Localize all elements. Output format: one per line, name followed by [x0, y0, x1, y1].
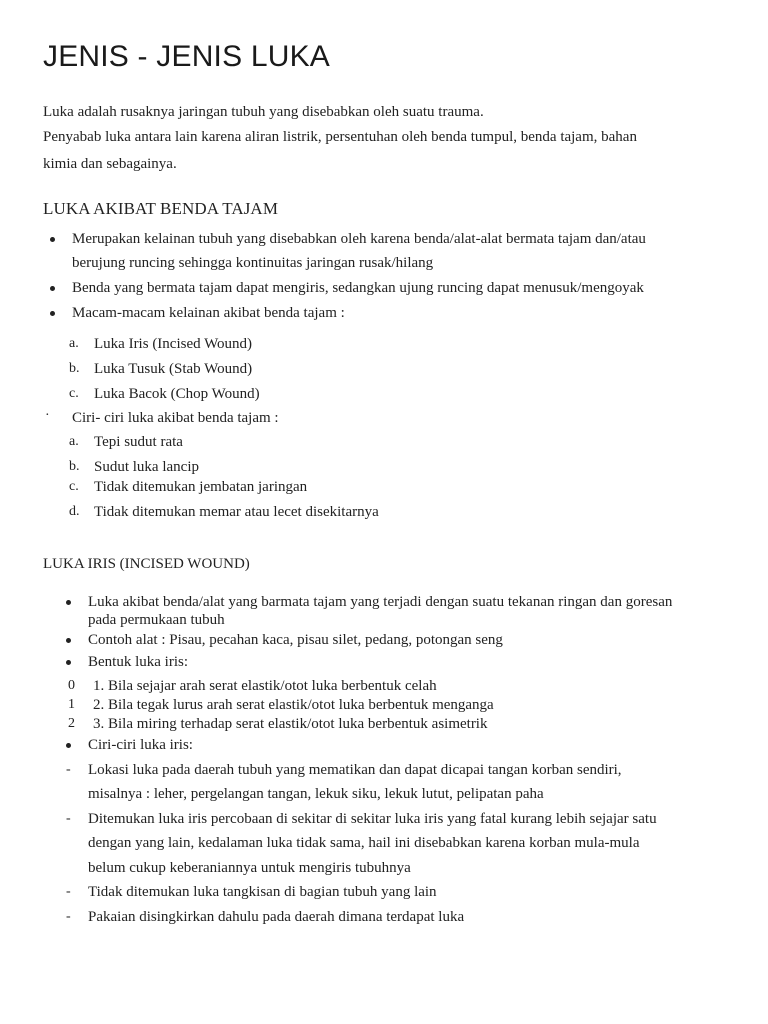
bullet-marker: [50, 286, 55, 291]
list-marker: -: [66, 811, 71, 826]
bullet-marker: [66, 743, 71, 748]
list-item: Tepi sudut rata: [94, 434, 183, 450]
bullet-marker: [50, 237, 55, 242]
bullet-text-continued: berujung runcing sehingga kontinuitas jaringan rusak/hilang: [72, 255, 434, 271]
list-item-continued: dengan yang lain, kedalaman luka tidak sama, hail ini disebabkan karena korban mula-mula: [88, 835, 640, 851]
intro-line-3: kimia dan sebagainya.: [43, 156, 177, 172]
list-item: Tidak ditemukan memar atau lecet disekitarnya: [94, 504, 379, 520]
bullet-marker: [66, 660, 71, 665]
list-item: Lokasi luka pada daerah tubuh yang mematikan dan dapat dicapai tangan korban sendiri,: [88, 762, 622, 778]
list-item: 1. Bila sejajar arah serat elastik/otot luka berbentuk celah: [93, 678, 437, 694]
list-item: 2. Bila tegak lurus arah serat elastik/otot luka berbentuk menganga: [93, 697, 494, 713]
bullet-text: Luka akibat benda/alat yang barmata tajam yang terjadi dengan suatu tekanan ringan dan goresan: [88, 594, 673, 610]
list-marker: c.: [69, 479, 79, 494]
list-item: Ditemukan luka iris percobaan di sekitar di sekitar luka iris yang fatal kurang lebih sejajar satu: [88, 811, 657, 827]
intro-line-2: Penyabab luka antara lain karena aliran listrik, persentuhan oleh benda tumpul, benda tajam, bahan: [43, 129, 637, 145]
list-marker: -: [66, 884, 71, 899]
list-item: Pakaian disingkirkan dahulu pada daerah dimana terdapat luka: [88, 909, 465, 925]
list-item: Luka Bacok (Chop Wound): [94, 386, 260, 402]
bullet-marker: [50, 311, 55, 316]
bullet-text: Benda yang bermata tajam dapat mengiris, sedangkan ujung runcing dapat menusuk/mengoyak: [72, 280, 644, 296]
list-marker: 1: [68, 697, 75, 712]
section-heading-benda-tajam: LUKA AKIBAT BENDA TAJAM: [43, 199, 279, 218]
ciri-label: Ciri-ciri luka iris:: [88, 737, 193, 753]
intro-line-1: Luka adalah rusaknya jaringan tubuh yang disebabkan oleh suatu trauma.: [43, 104, 484, 120]
bullet-marker: [66, 600, 71, 605]
list-marker: ·: [45, 408, 50, 423]
bullet-text: Macam-macam kelainan akibat benda tajam :: [72, 305, 345, 321]
bullet-text-continued: pada permukaan tubuh: [88, 612, 225, 628]
list-marker: a.: [69, 434, 79, 449]
bullet-marker: [66, 638, 71, 643]
list-marker: a.: [69, 336, 79, 351]
section-heading-luka-iris: LUKA IRIS (INCISED WOUND): [43, 556, 250, 572]
list-marker: -: [66, 909, 71, 924]
list-marker: 0: [68, 678, 75, 693]
page-title: JENIS - JENIS LUKA: [43, 40, 331, 73]
bullet-text: Bentuk luka iris:: [88, 654, 188, 670]
bullet-text: Merupakan kelainan tubuh yang disebabkan oleh karena benda/alat-alat bermata tajam dan/atau: [72, 231, 646, 247]
list-marker: b.: [69, 459, 80, 474]
ciri-label: Ciri- ciri luka akibat benda tajam :: [72, 410, 279, 426]
list-marker: d.: [69, 504, 80, 519]
list-item: Tidak ditemukan jembatan jaringan: [94, 479, 308, 495]
list-item: Sudut luka lancip: [94, 459, 199, 475]
list-item: Luka Tusuk (Stab Wound): [94, 361, 253, 377]
list-marker: b.: [69, 361, 80, 376]
list-item: 3. Bila miring terhadap serat elastik/otot luka berbentuk asimetrik: [93, 716, 488, 732]
list-item: Tidak ditemukan luka tangkisan di bagian tubuh yang lain: [88, 884, 437, 900]
list-marker: c.: [69, 386, 79, 401]
bullet-text: Contoh alat : Pisau, pecahan kaca, pisau silet, pedang, potongan seng: [88, 632, 503, 648]
list-item: Luka Iris (Incised Wound): [94, 336, 253, 352]
list-item-continued: belum cukup keberaniannya untuk mengiris tubuhnya: [88, 860, 411, 876]
list-marker: -: [66, 762, 71, 777]
list-item-continued: misalnya : leher, pergelangan tangan, lekuk siku, lekuk lutut, pelipatan paha: [88, 786, 544, 802]
list-marker: 2: [68, 716, 75, 731]
